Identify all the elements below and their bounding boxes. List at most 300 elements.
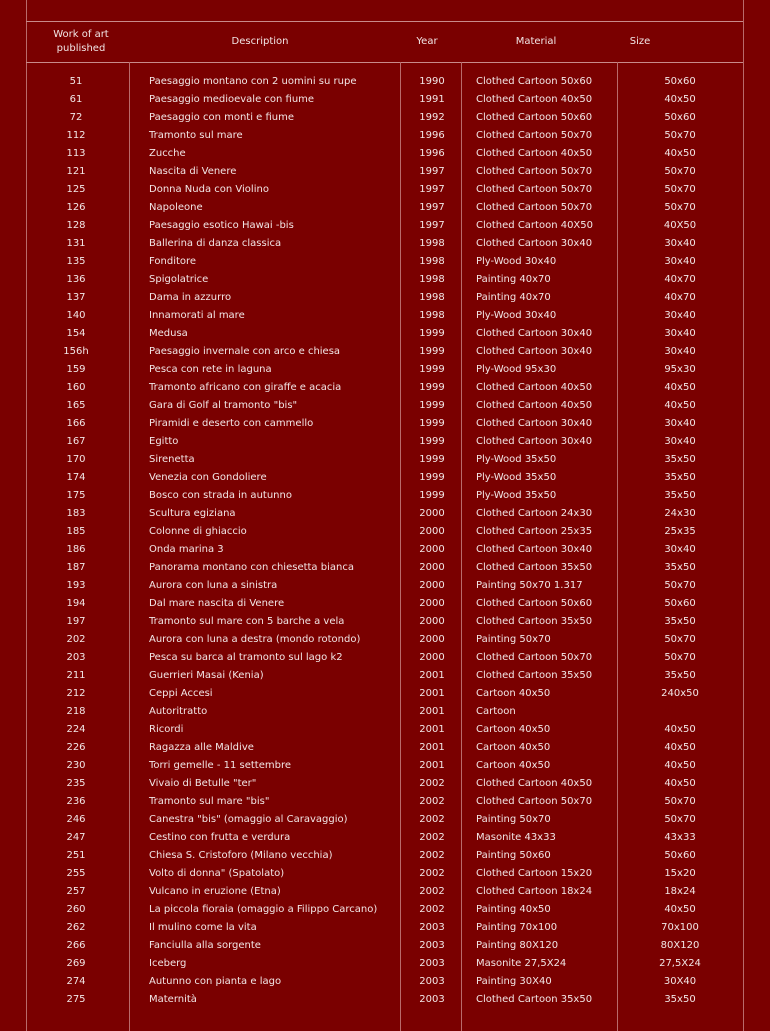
table-row: [26, 704, 742, 722]
cell-material: Clothed Cartoon 30x40: [476, 328, 593, 339]
cell-material: Ply-Wood 35x50: [476, 472, 557, 483]
cell-size: 40x50: [664, 778, 696, 789]
cell-year: 2000: [419, 616, 445, 627]
cell-number: 226: [66, 742, 86, 753]
cell-material: Masonite 27,5X24: [476, 958, 567, 969]
cell-material: Clothed Cartoon 30x40: [476, 346, 593, 357]
table-row: [26, 74, 742, 92]
cell-year: 1999: [419, 364, 445, 375]
table-row: [26, 632, 742, 650]
cell-material: Clothed Cartoon 40x50: [476, 382, 593, 393]
cell-number: 160: [66, 382, 86, 393]
cell-size: 30x40: [664, 238, 696, 249]
cell-number: 140: [66, 310, 86, 321]
table-row: [26, 560, 742, 578]
cell-description: Paesaggio medioevale con fiume: [149, 94, 315, 105]
header-year: Year: [416, 36, 438, 47]
cell-number: 159: [66, 364, 86, 375]
table-row: [26, 596, 742, 614]
cell-number: 275: [66, 994, 86, 1005]
cell-year: 2003: [419, 922, 445, 933]
table-row: [26, 956, 742, 974]
cell-material: Clothed Cartoon 30x40: [476, 418, 593, 429]
cell-description: Onda marina 3: [149, 544, 224, 555]
cell-number: 255: [66, 868, 86, 879]
cell-description: Paesaggio con monti e fiume: [149, 112, 295, 123]
cell-material: Clothed Cartoon 50x70: [476, 652, 593, 663]
cell-description: Napoleone: [149, 202, 203, 213]
header-size: Size: [629, 36, 651, 47]
cell-number: 61: [69, 94, 83, 105]
cell-year: 2002: [419, 868, 445, 879]
table-body: [26, 74, 742, 1010]
cell-number: 131: [66, 238, 86, 249]
cell-number: 257: [66, 886, 86, 897]
cell-material: Ply-Wood 30x40: [476, 256, 557, 267]
table-row: [26, 380, 742, 398]
cell-description: Medusa: [149, 328, 188, 339]
table-row: [26, 686, 742, 704]
table-row: [26, 272, 742, 290]
cell-size: 40X50: [663, 220, 697, 231]
cell-description: Aurora con luna a sinistra: [149, 580, 278, 591]
cell-material: Clothed Cartoon 35x50: [476, 616, 593, 627]
cell-number: 121: [66, 166, 86, 177]
cell-description: Tramonto africano con giraffe e acacia: [149, 382, 342, 393]
cell-material: Cartoon 40x50: [476, 688, 551, 699]
cell-number: 236: [66, 796, 86, 807]
cell-number: 224: [66, 724, 86, 735]
cell-year: 1991: [419, 94, 445, 105]
table-row: [26, 578, 742, 596]
cell-size: 30x40: [664, 310, 696, 321]
cell-number: 166: [66, 418, 86, 429]
cell-number: 167: [66, 436, 86, 447]
cell-material: Clothed Cartoon 50x70: [476, 166, 593, 177]
cell-year: 1999: [419, 454, 445, 465]
cell-year: 2000: [419, 634, 445, 645]
cell-description: Guerrieri Masai (Kenia): [149, 670, 264, 681]
table-header: [26, 22, 742, 62]
cell-year: 1999: [419, 382, 445, 393]
cell-size: 240x50: [661, 688, 699, 699]
table-row: [26, 812, 742, 830]
cell-year: 2000: [419, 580, 445, 591]
cell-size: 80X120: [660, 940, 700, 951]
cell-year: 2002: [419, 778, 445, 789]
cell-material: Clothed Cartoon 50x60: [476, 112, 593, 123]
cell-number: 186: [66, 544, 86, 555]
cell-material: Cartoon 40x50: [476, 760, 551, 771]
cell-size: 15x20: [664, 868, 696, 879]
cell-year: 1999: [419, 400, 445, 411]
table-row: [26, 866, 742, 884]
cell-year: 2002: [419, 832, 445, 843]
cell-number: 246: [66, 814, 86, 825]
cell-year: 1999: [419, 328, 445, 339]
table-row: [26, 776, 742, 794]
cell-year: 1999: [419, 436, 445, 447]
cell-size: 30x40: [664, 436, 696, 447]
cell-description: Innamorati al mare: [149, 310, 245, 321]
cell-number: 187: [66, 562, 86, 573]
cell-size: 30x40: [664, 328, 696, 339]
table-row: [26, 290, 742, 308]
cell-description: Maternità: [149, 994, 197, 1005]
cell-year: 1998: [419, 274, 445, 285]
cell-year: 2001: [419, 724, 445, 735]
cell-size: 43x33: [664, 832, 696, 843]
cell-size: 30x40: [664, 256, 696, 267]
cell-year: 1998: [419, 238, 445, 249]
cell-description: Vivaio di Betulle "ter": [149, 778, 257, 789]
cell-number: 126: [66, 202, 86, 213]
cell-material: Cartoon 40x50: [476, 724, 551, 735]
cell-size: 40x70: [664, 274, 696, 285]
table-row: [26, 506, 742, 524]
table-row: [26, 164, 742, 182]
cell-year: 2000: [419, 508, 445, 519]
cell-description: Zucche: [149, 148, 186, 159]
cell-number: 174: [66, 472, 86, 483]
cell-material: Clothed Cartoon 40x50: [476, 778, 593, 789]
cell-number: 128: [66, 220, 86, 231]
cell-size: 35x50: [664, 454, 696, 465]
cell-number: 170: [66, 454, 86, 465]
cell-description: Volto di donna" (Spatolato): [149, 868, 285, 879]
cell-material: Painting 50x70: [476, 634, 551, 645]
table-row: [26, 830, 742, 848]
table-row: [26, 848, 742, 866]
table-row: [26, 938, 742, 956]
cell-number: 51: [69, 76, 83, 87]
cell-material: Cartoon: [476, 706, 516, 717]
cell-description: Paesaggio montano con 2 uomini su rupe: [149, 76, 357, 87]
cell-size: 40x50: [664, 724, 696, 735]
table-row: [26, 974, 742, 992]
cell-year: 2002: [419, 796, 445, 807]
cell-year: 1996: [419, 130, 445, 141]
cell-material: Clothed Cartoon 50x70: [476, 130, 593, 141]
cell-description: Ceppi Accesi: [149, 688, 213, 699]
table-row: [26, 128, 742, 146]
cell-material: Clothed Cartoon 40x50: [476, 148, 593, 159]
cell-size: 50x70: [664, 166, 696, 177]
cell-material: Clothed Cartoon 40X50: [476, 220, 594, 231]
cell-size: 50x60: [664, 598, 696, 609]
cell-size: 50x70: [664, 814, 696, 825]
cell-description: Sirenetta: [149, 454, 195, 465]
cell-year: 2001: [419, 688, 445, 699]
cell-description: Tramonto sul mare "bis": [149, 796, 270, 807]
cell-year: 2002: [419, 904, 445, 915]
table-row: [26, 326, 742, 344]
cell-year: 2003: [419, 994, 445, 1005]
cell-size: 50x70: [664, 580, 696, 591]
cell-year: 2001: [419, 670, 445, 681]
cell-size: 50x70: [664, 634, 696, 645]
cell-year: 2000: [419, 652, 445, 663]
cell-description: Donna Nuda con Violino: [149, 184, 269, 195]
cell-number: 266: [66, 940, 86, 951]
cell-description: Torri gemelle - 11 settembre: [149, 760, 291, 771]
table-row: [26, 308, 742, 326]
table-row: [26, 740, 742, 758]
cell-material: Painting 70x100: [476, 922, 558, 933]
cell-year: 1992: [419, 112, 445, 123]
cell-material: Clothed Cartoon 30x40: [476, 544, 593, 555]
cell-description: Pesca con rete in laguna: [149, 364, 272, 375]
table-row: [26, 488, 742, 506]
cell-description: Canestra "bis" (omaggio al Caravaggio): [149, 814, 348, 825]
cell-description: Tramonto sul mare: [149, 130, 243, 141]
cell-description: Piramidi e deserto con cammello: [149, 418, 314, 429]
cell-description: Autoritratto: [149, 706, 208, 717]
table-row: [26, 434, 742, 452]
table-row: [26, 236, 742, 254]
cell-material: Ply-Wood 35x50: [476, 490, 557, 501]
cell-material: Clothed Cartoon 35x50: [476, 670, 593, 681]
cell-description: Scultura egiziana: [149, 508, 236, 519]
cell-size: 40x50: [664, 742, 696, 753]
cell-description: Iceberg: [149, 958, 187, 969]
cell-size: 50x70: [664, 652, 696, 663]
cell-material: Masonite 43x33: [476, 832, 556, 843]
cell-number: 269: [66, 958, 86, 969]
table-row: [26, 416, 742, 434]
header-bottom-rule: [26, 62, 743, 63]
cell-year: 2000: [419, 544, 445, 555]
header-material: Material: [515, 36, 557, 47]
cell-size: 40x50: [664, 94, 696, 105]
cell-size: 35x50: [664, 670, 696, 681]
cell-size: 50x60: [664, 112, 696, 123]
cell-material: Clothed Cartoon 50x70: [476, 202, 593, 213]
cell-description: Spigolatrice: [149, 274, 209, 285]
table-row: [26, 902, 742, 920]
cell-number: 193: [66, 580, 86, 591]
cell-description: Gara di Golf al tramonto "bis": [149, 400, 298, 411]
table-row: [26, 884, 742, 902]
table-row: [26, 722, 742, 740]
table-row: [26, 614, 742, 632]
cell-size: 35x50: [664, 562, 696, 573]
cell-year: 1998: [419, 256, 445, 267]
table-row: [26, 992, 742, 1010]
cell-material: Clothed Cartoon 15x20: [476, 868, 593, 879]
cell-material: Painting 40x70: [476, 274, 551, 285]
table-row: [26, 668, 742, 686]
cell-size: 40x50: [664, 760, 696, 771]
table-row: [26, 344, 742, 362]
cell-description: Fanciulla alla sorgente: [149, 940, 261, 951]
table-row: [26, 218, 742, 236]
cell-size: 50x60: [664, 850, 696, 861]
cell-description: Vulcano in eruzione (Etna): [149, 886, 281, 897]
cell-material: Ply-Wood 30x40: [476, 310, 557, 321]
cell-size: 27,5X24: [659, 958, 701, 969]
cell-year: 2000: [419, 526, 445, 537]
cell-size: 35x50: [664, 994, 696, 1005]
cell-size: 18x24: [664, 886, 696, 897]
cell-year: 2003: [419, 940, 445, 951]
cell-size: 30x40: [664, 346, 696, 357]
cell-material: Clothed Cartoon 35x50: [476, 994, 593, 1005]
cell-size: 50x70: [664, 184, 696, 195]
cell-material: Clothed Cartoon 30x40: [476, 436, 593, 447]
cell-year: 2003: [419, 976, 445, 987]
cell-description: Paesaggio esotico Hawai -bis: [149, 220, 294, 231]
table-row: [26, 254, 742, 272]
cell-number: 194: [66, 598, 86, 609]
cell-description: Venezia con Gondoliere: [149, 472, 267, 483]
table-row: [26, 362, 742, 380]
cell-number: 175: [66, 490, 86, 501]
cell-number: 154: [66, 328, 86, 339]
cell-material: Clothed Cartoon 50x70: [476, 184, 593, 195]
cell-material: Clothed Cartoon 35x50: [476, 562, 593, 573]
cell-description: Dama in azzurro: [149, 292, 232, 303]
cell-description: Ragazza alle Maldive: [149, 742, 254, 753]
cell-number: 185: [66, 526, 86, 537]
table-row: [26, 542, 742, 560]
cell-material: Painting 40x50: [476, 904, 551, 915]
cell-year: 2002: [419, 886, 445, 897]
cell-size: 35x50: [664, 490, 696, 501]
cell-size: 50x70: [664, 796, 696, 807]
table-row: [26, 650, 742, 668]
cell-description: Egitto: [149, 436, 179, 447]
cell-number: 137: [66, 292, 86, 303]
cell-material: Clothed Cartoon 50x60: [476, 76, 593, 87]
cell-number: 136: [66, 274, 86, 285]
cell-material: Ply-Wood 35x50: [476, 454, 557, 465]
cell-year: 1999: [419, 346, 445, 357]
table-row: [26, 470, 742, 488]
cell-year: 2003: [419, 958, 445, 969]
cell-year: 2001: [419, 742, 445, 753]
cell-year: 1997: [419, 184, 445, 195]
cell-description: Aurora con luna a destra (mondo rotondo): [149, 634, 361, 645]
cell-size: 35x50: [664, 472, 696, 483]
cell-number: 247: [66, 832, 86, 843]
cell-number: 203: [66, 652, 86, 663]
table-row: [26, 524, 742, 542]
cell-year: 2002: [419, 850, 445, 861]
cell-description: La piccola fioraia (omaggio a Filippo Carcano): [149, 904, 378, 915]
cell-material: Clothed Cartoon 25x35: [476, 526, 593, 537]
cell-material: Cartoon 40x50: [476, 742, 551, 753]
cell-description: Dal mare nascita di Venere: [149, 598, 285, 609]
cell-number: 274: [66, 976, 86, 987]
cell-description: Ricordi: [149, 724, 184, 735]
table-row: [26, 398, 742, 416]
cell-material: Painting 30X40: [476, 976, 552, 987]
cell-description: Paesaggio invernale con arco e chiesa: [149, 346, 341, 357]
cell-material: Clothed Cartoon 30x40: [476, 238, 593, 249]
cell-material: Painting 50x70 1.317: [476, 580, 583, 591]
cell-description: Cestino con frutta e verdura: [149, 832, 291, 843]
cell-year: 1999: [419, 472, 445, 483]
table-row: [26, 92, 742, 110]
cell-year: 2001: [419, 706, 445, 717]
cell-year: 1999: [419, 418, 445, 429]
cell-number: 112: [66, 130, 86, 141]
cell-material: Clothed Cartoon 24x30: [476, 508, 593, 519]
cell-size: 95x30: [664, 364, 696, 375]
cell-number: 202: [66, 634, 86, 645]
cell-size: 40x70: [664, 292, 696, 303]
cell-year: 1997: [419, 166, 445, 177]
cell-year: 1997: [419, 220, 445, 231]
cell-year: 1990: [419, 76, 445, 87]
cell-year: 2000: [419, 562, 445, 573]
cell-size: 35x50: [664, 616, 696, 627]
cell-number: 113: [66, 148, 86, 159]
table-row: [26, 146, 742, 164]
cell-size: 40x50: [664, 148, 696, 159]
cell-number: 251: [66, 850, 86, 861]
table-row: [26, 182, 742, 200]
cell-size: 30x40: [664, 418, 696, 429]
cell-number: 125: [66, 184, 86, 195]
cell-material: Painting 50x60: [476, 850, 551, 861]
cell-number: 183: [66, 508, 86, 519]
cell-size: 50x60: [664, 76, 696, 87]
cell-number: 212: [66, 688, 86, 699]
cell-material: Clothed Cartoon 50x60: [476, 598, 593, 609]
cell-size: 30X40: [663, 976, 697, 987]
table-row: [26, 200, 742, 218]
cell-year: 2000: [419, 598, 445, 609]
cell-material: Clothed Cartoon 40x50: [476, 94, 593, 105]
header-description: Description: [231, 36, 289, 47]
cell-number: 156h: [63, 346, 89, 357]
cell-description: Ballerina di danza classica: [149, 238, 282, 249]
cell-material: Painting 80X120: [476, 940, 559, 951]
cell-number: 211: [66, 670, 86, 681]
cell-year: 2002: [419, 814, 445, 825]
cell-size: 40x50: [664, 904, 696, 915]
cell-material: Painting 50x70: [476, 814, 551, 825]
cell-year: 2001: [419, 760, 445, 771]
cell-number: 197: [66, 616, 86, 627]
cell-description: Tramonto sul mare con 5 barche a vela: [149, 616, 345, 627]
cell-material: Clothed Cartoon 18x24: [476, 886, 593, 897]
cell-description: Colonne di ghiaccio: [149, 526, 247, 537]
cell-description: Chiesa S. Cristoforo (Milano vecchia): [149, 850, 333, 861]
cell-number: 230: [66, 760, 86, 771]
cell-year: 1999: [419, 490, 445, 501]
cell-number: 218: [66, 706, 86, 717]
cell-description: Nascita di Venere: [149, 166, 237, 177]
cell-year: 1998: [419, 310, 445, 321]
cell-size: 40x50: [664, 382, 696, 393]
cell-size: 30x40: [664, 544, 696, 555]
header-work: Work of art published: [53, 29, 109, 54]
cell-year: 1997: [419, 202, 445, 213]
table-row: [26, 758, 742, 776]
cell-size: 25x35: [664, 526, 696, 537]
cell-year: 1998: [419, 292, 445, 303]
table-row: [26, 452, 742, 470]
table-row: [26, 110, 742, 128]
cell-number: 165: [66, 400, 86, 411]
cell-description: Il mulino come la vita: [149, 922, 257, 933]
table-row: [26, 794, 742, 812]
cell-description: Pesca su barca al tramonto sul lago k2: [149, 652, 343, 663]
cell-number: 235: [66, 778, 86, 789]
